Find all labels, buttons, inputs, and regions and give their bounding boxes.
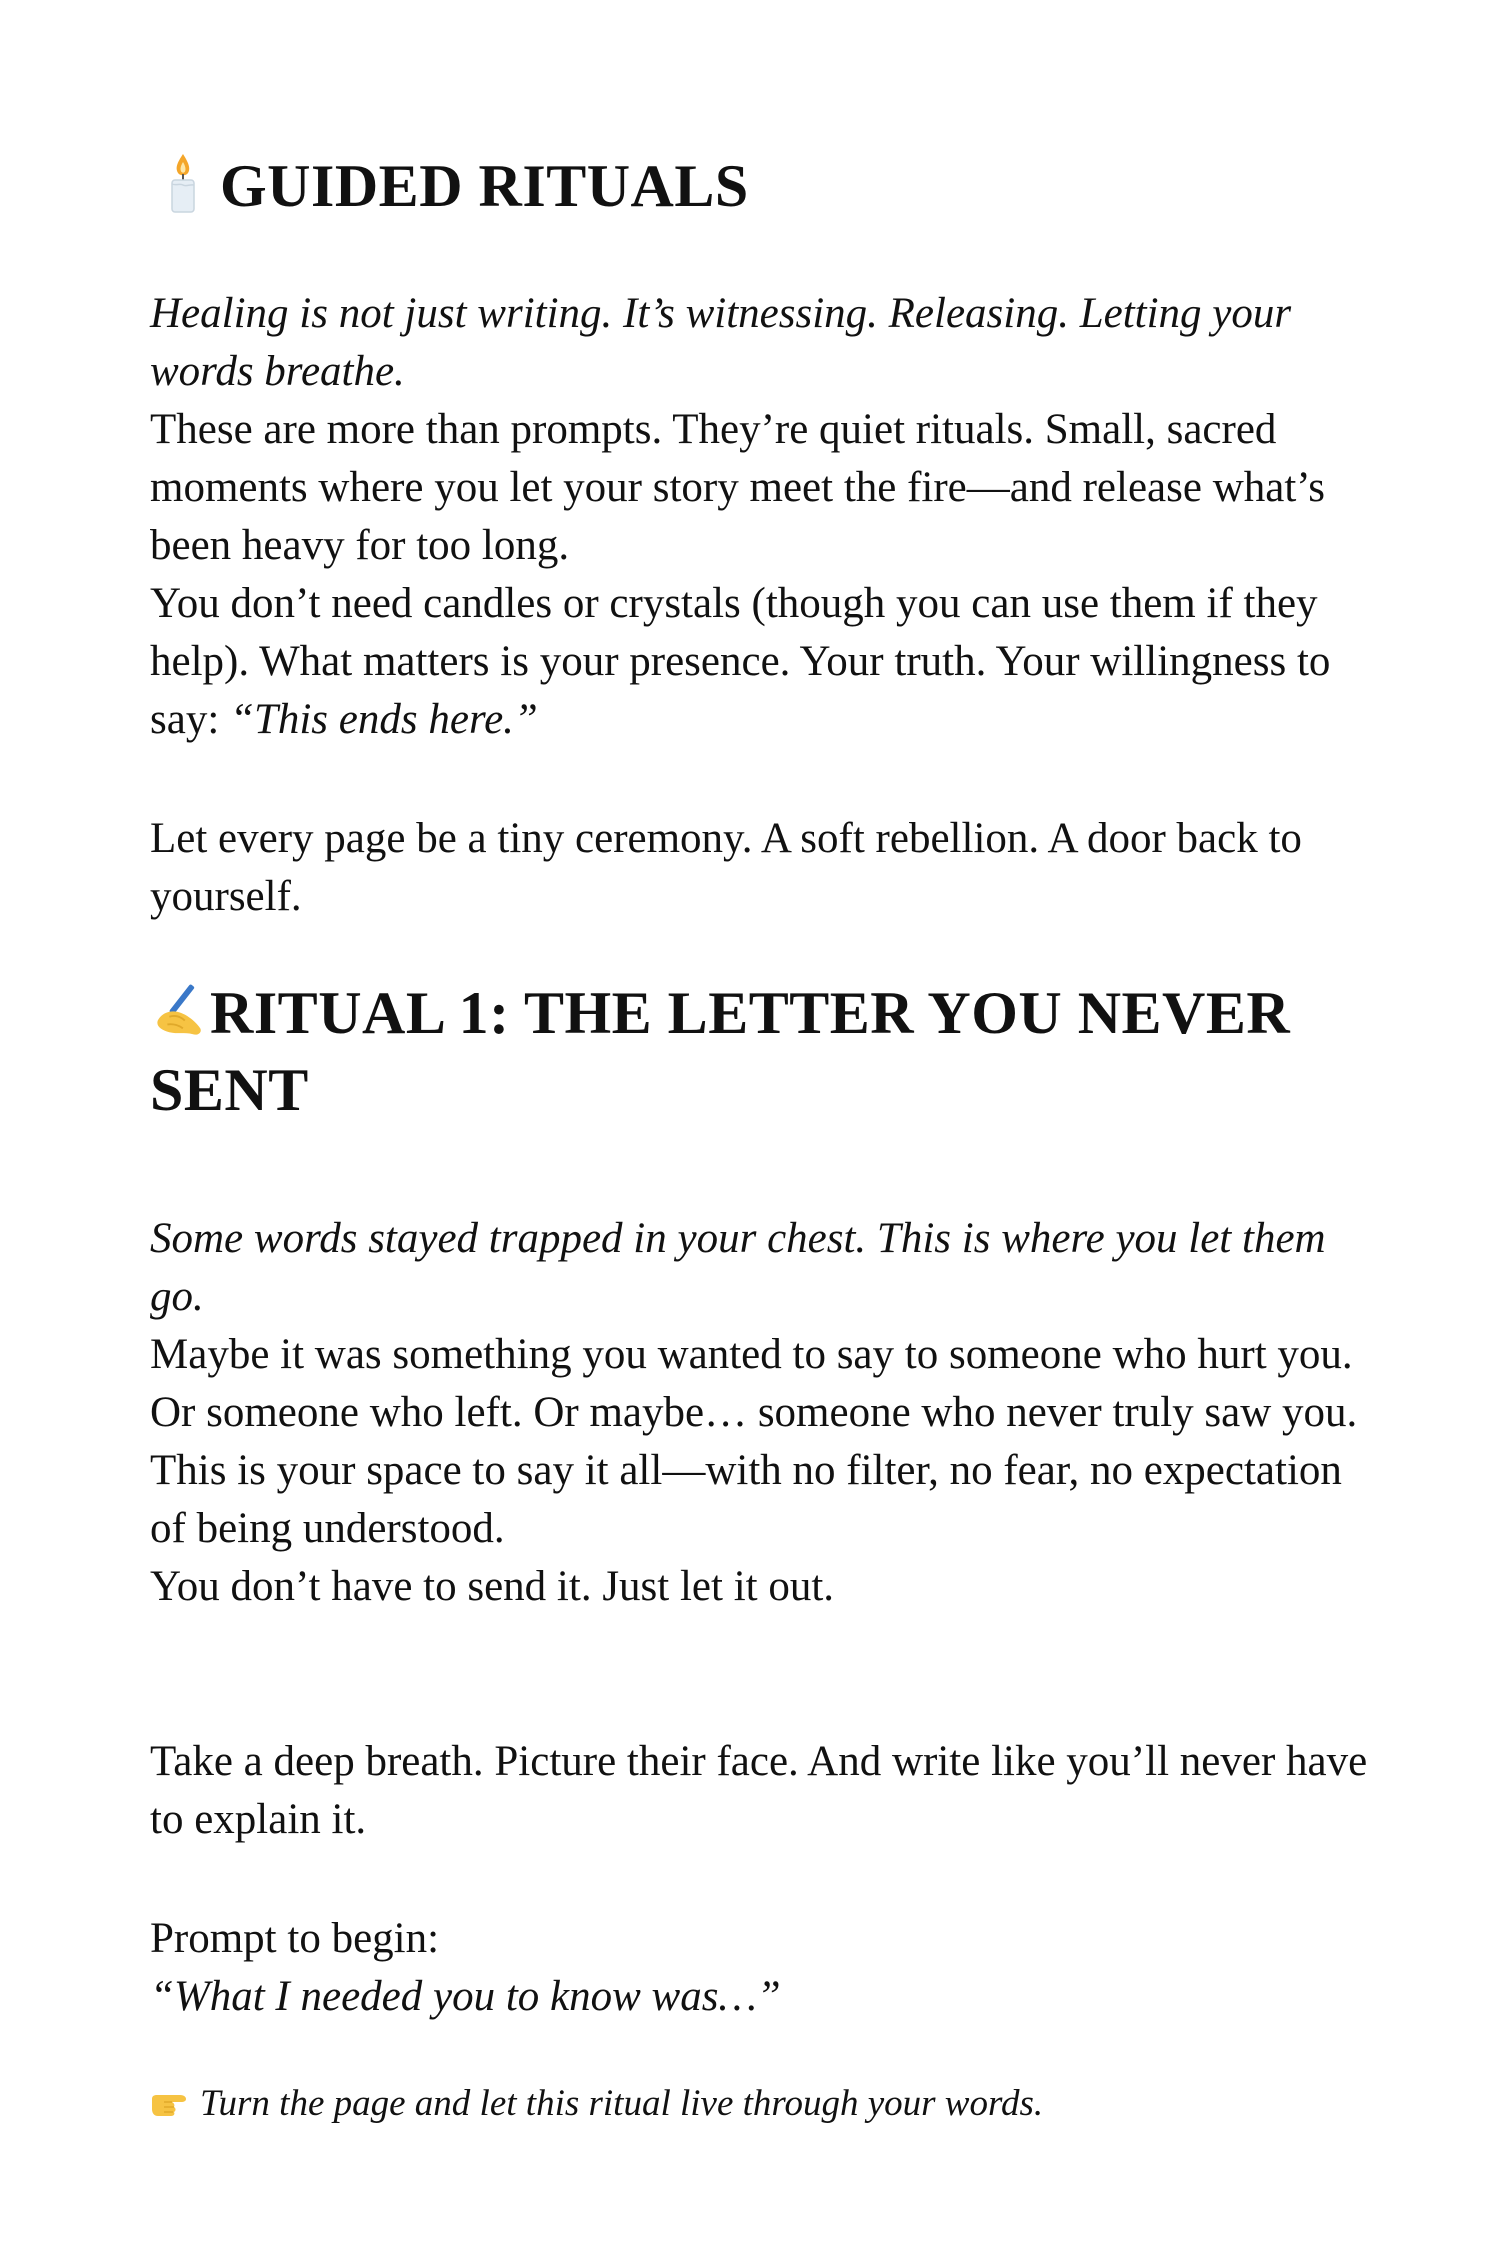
body-paragraph: You don’t have to send it. Just let it out.: [150, 1563, 835, 1610]
body-paragraph: These are more than prompts. They’re quiet rituals. Small, sacred moments where you let your story meet the fire—and release what’s been heavy for too long.: [150, 406, 1325, 569]
instruction-paragraph-block: [150, 1733, 1380, 1849]
section-title: GUIDED RITUALS: [220, 153, 749, 219]
intro-italic-text: Healing is not just writing. It’s witnessing. Releasing. Letting your words breathe.: [150, 290, 1292, 395]
body-paragraph: This is your space to say it all—with no filter, no fear, no expectation of being understood.: [150, 1447, 1342, 1552]
body-paragraph: Take a deep breath. Picture their face. And write like you’ll never have to explain it.: [150, 1738, 1368, 1843]
section-heading-guided-rituals: [150, 148, 749, 225]
body-text: You don’t need candles or crystals (though you can use them if they help). What matters is your presence. Your truth. Your willingness to say:: [150, 580, 1331, 743]
closing-paragraph-block: [150, 810, 1380, 926]
body-paragraph: [150, 575, 1380, 749]
section-intro-block: [150, 285, 1380, 749]
footer-note: [150, 2080, 1043, 2128]
body-paragraph: Maybe it was something you wanted to say to someone who hurt you. Or someone who left. Or maybe… someone who never truly saw you.: [150, 1331, 1358, 1436]
body-paragraph: Let every page be a tiny ceremony. A soft rebellion. A door back to yourself.: [150, 815, 1302, 920]
section-heading-ritual-1: [150, 975, 1360, 1129]
candle-icon: [150, 150, 216, 214]
quote-text: “This ends here.”: [230, 696, 538, 743]
section-title: RITUAL 1: THE LETTER YOU NEVER SENT: [150, 980, 1291, 1123]
prompt-text: “What I needed you to know was…”: [150, 1973, 781, 2020]
footer-text: Turn the page and let this ritual live through your words.: [200, 2083, 1044, 2124]
intro-italic-text: Some words stayed trapped in your chest. This is where you let them go.: [150, 1215, 1326, 1320]
writing-hand-icon: [150, 977, 208, 1041]
ritual-intro-block: [150, 1210, 1380, 1616]
prompt-label: Prompt to begin:: [150, 1915, 440, 1962]
prompt-block: [150, 1910, 1380, 2026]
pointing-hand-icon: [150, 2089, 190, 2119]
